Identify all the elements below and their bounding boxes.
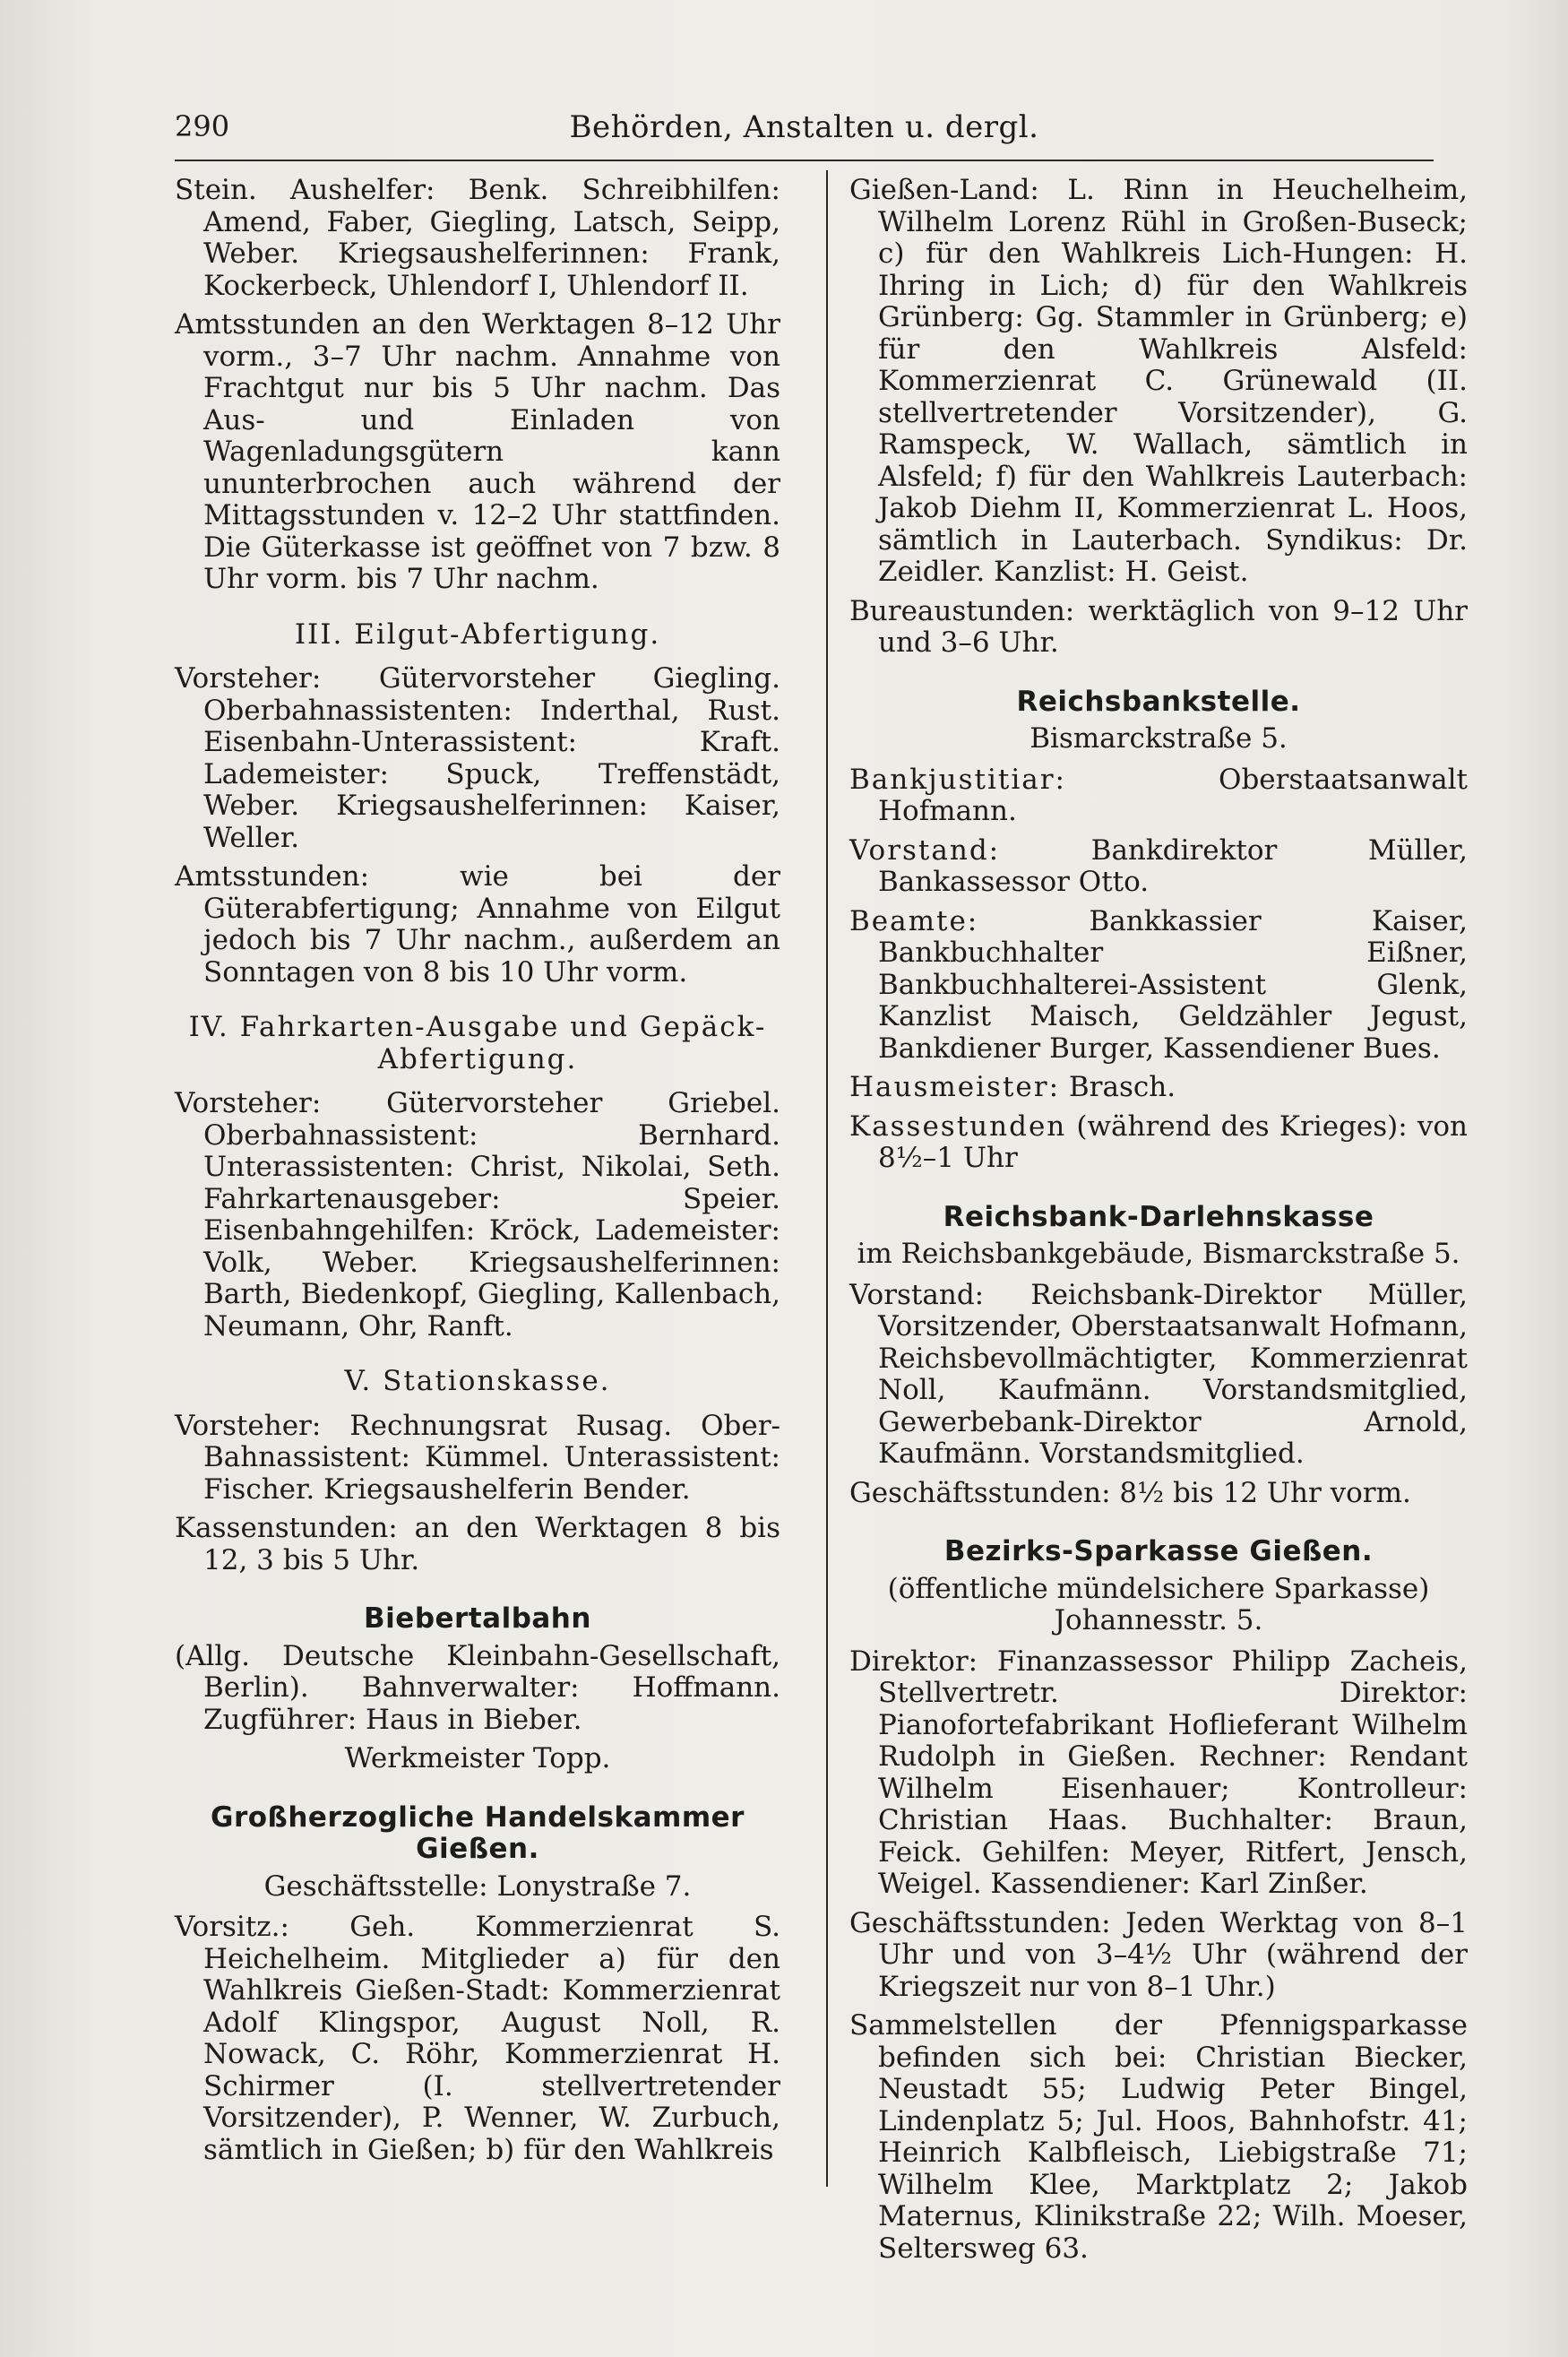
field-value: (während des Krieges): von 8½–1 Uhr <box>878 1109 1468 1174</box>
field-label: Hausmeister: <box>849 1071 1061 1103</box>
paragraph: Vorstand: Reichsbank-Direktor Müller, Vorsitzender, Oberstaatsanwalt Hofmann, Reichsbevollmächtigter, Kommerzienrat Noll, Kaufmänn. Vorstandsmitglied, Gewerbebank-Direktor Arnold, Kaufmänn. Vorstandsmitglied. <box>849 1278 1468 1470</box>
section-heading: V. Stationskasse. <box>344 1365 611 1397</box>
entry-title: Großherzogliche Handelskammer Gießen. <box>211 1800 745 1865</box>
paragraph: Werkmeister Topp. <box>344 1742 611 1774</box>
paragraph: Direktor: Finanzassessor Philipp Zacheis, Stellvertretr. Direktor: Pianofortefabrikant Hoflieferant Wilhelm Rudolph in Gießen. Rechner: Rendant Wilhelm Eisenhauer; Kontrolleur: Christian Haas. Buchhalter: Braun, Feick. Gehilfen: Meyer, Ritfert, Jensch, Weigel. Kassendiener: Karl Zinßer. <box>849 1645 1468 1900</box>
paragraph: Amtsstunden: wie bei der Güterabfertigung; Annahme von Eilgut jedoch bis 7 Uhr nachm., außerdem an Sonntagen von 8 bis 10 Uhr vorm. <box>175 860 780 989</box>
right-column <box>849 175 1468 2272</box>
field-value: Bankkassier Kaiser, Bankbuchhalter Eißner, Bankbuchhalterei-Assistent Glenk, Kanzlist Maisch, Geldzähler Jegust, Bankdiener Burger, Kassendiener Bues. <box>878 904 1469 1065</box>
paragraph: Geschäftsstunden: 8½ bis 12 Uhr vorm. <box>849 1476 1411 1509</box>
field-value: Oberstaatsanwalt Hofmann. <box>878 763 1468 827</box>
entry-title: Bezirks-Sparkasse Gießen. <box>943 1535 1374 1567</box>
paragraph: Vorsteher: Gütervorsteher Griebel. Oberbahnassistent: Bernhard. Unterassistenten: Christ, Nikolai, Seth. Fahrkartenausgeber: Speier. Eisenbahngehilfen: Kröck, Lademeister: Volk, Weber. Kriegsaushelferinnen: Barth, Biedenkopf, Giegling, Kallenbach, Neumann, Ohr, Ranft. <box>175 1087 780 1343</box>
entry-title: Reichsbankstelle. <box>1016 685 1301 718</box>
paragraph: Bureaustunden: werktäglich von 9–12 Uhr und 3–6 Uhr. <box>849 594 1468 659</box>
paragraph: (Allg. Deutsche Kleinbahn-Gesellschaft, Berlin). Bahnverwalter: Hoffmann. Zugführer: Haus in Bieber. <box>175 1639 780 1736</box>
paragraph: Sammelstellen der Pfennigsparkasse befinden sich bei: Christian Biecker, Neustadt 55; Ludwig Peter Bingel, Lindenplatz 5; Jul. Hoos, Bahnhofstr. 41; Heinrich Kalbfleisch, Liebigstraße 71; Wilhelm Klee, Marktplatz 2; Jakob Maternus, Klinikstraße 22; Wilh. Moeser, Seltersweg 63. <box>849 2009 1468 2265</box>
field-value: Bankdirektor Müller, Bankassessor Otto. <box>878 833 1468 898</box>
paragraph <box>849 906 1468 1066</box>
field-label: Beamte: <box>849 904 979 937</box>
paragraph <box>849 835 1468 899</box>
paragraph: Amtsstunden an den Werktagen 8–12 Uhr vorm., 3–7 Uhr nachm. Annahme von Frachtgut nur bis 5 Uhr nachm. Das Aus- und Einladen von Wagenladungsgütern kann ununterbrochen auch während der Mittagsstunden v. 12–2 Uhr stattfinden. Die Güterkasse ist geöffnet von 7 bzw. 8 Uhr vorm. bis 7 Uhr nachm. <box>175 308 780 595</box>
field-label: Bankjustitiar: <box>849 763 1066 796</box>
entry-title: Biebertalbahn <box>364 1602 591 1635</box>
column-divider <box>826 170 828 2187</box>
section-heading: IV. Fahrkarten-Ausgabe und Gepäck-Abfertigung. <box>188 1011 767 1075</box>
paragraph: Vorsteher: Gütervorsteher Giegling. Oberbahnassistenten: Inderthal, Rust. Eisenbahn-Unterassistent: Kraft. Lademeister: Spuck, Treffenstädt, Weber. Kriegsaushelferinnen: Kaiser, Weller. <box>175 662 780 854</box>
page-number: 290 <box>175 109 230 143</box>
paragraph: Gießen-Land: L. Rinn in Heuchelheim, Wilhelm Lorenz Rühl in Großen-Buseck; c) für den Wahlkreis Lich-Hungen: H. Ihring in Lich; d) für den Wahlkreis Grünberg: Gg. Stammler in Grünberg; e) für den Wahlkreis Alsfeld: Kommerzienrat C. Grünewald (II. stellvertretender Vorsitzender), G. Ramspeck, W. Wallach, sämtlich in Alsfeld; f) für den Wahlkreis Lauterbach: Jakob Diehm II, Kommerzienrat L. Hoos, sämtlich in Lauterbach. Syndikus: Dr. Zeidler. Kanzlist: H. Geist. <box>849 174 1468 588</box>
entry-subtitle: im Reichsbankgebäude, Bismarckstraße 5. <box>857 1238 1460 1270</box>
entry-subtitle: (öffentliche mündelsichere Sparkasse) <box>887 1572 1430 1605</box>
paragraph: Vorsteher: Rechnungsrat Rusag. Ober-Bahnassistent: Kümmel. Unterassistent: Fischer. Kriegsaushelferin Bender. <box>175 1409 780 1506</box>
paragraph: Geschäftsstunden: Jeden Werktag von 8–1 Uhr und von 3–4½ Uhr (während der Kriegszeit nur von 8–1 Uhr.) <box>849 1906 1468 2003</box>
page-header <box>175 106 1434 161</box>
section-heading: III. Eilgut-Abfertigung. <box>294 617 661 651</box>
paragraph <box>849 764 1468 828</box>
paragraph: Stein. Aushelfer: Benk. Schreibhilfen: Amend, Faber, Giegling, Latsch, Seipp, Weber. Kriegsaushelferinnen: Frank, Kockerbeck, Uhlendorf I, Uhlendorf II. <box>175 174 780 302</box>
paragraph: Kassenstunden: an den Werktagen 8 bis 12, 3 bis 5 Uhr. <box>175 1512 780 1576</box>
paragraph: Vorsitz.: Geh. Kommerzienrat S. Heichelheim. Mitglieder a) für den Wahlkreis Gießen-Stadt: Kommerzienrat Adolf Klingspor, August Noll, R. Nowack, C. Röhr, Kommerzienrat H. Schirmer (I. stellvertretender Vorsitzender), P. Wenner, W. Zurbuch, sämtlich in Gießen; b) für den Wahlkreis <box>175 1911 780 2166</box>
entry-subtitle: Johannesstr. 5. <box>1054 1604 1263 1636</box>
entry-subtitle: Bismarckstraße 5. <box>1030 722 1288 755</box>
running-title: Behörden, Anstalten u. dergl. <box>569 109 1039 145</box>
field-label: Vorstand: <box>849 833 1001 867</box>
left-column <box>175 175 780 2173</box>
field-value: Brasch. <box>1068 1071 1176 1103</box>
entry-title: Reichsbank-Darlehnskasse <box>943 1200 1374 1233</box>
entry-subtitle: Geschäftsstelle: Lonystraße 7. <box>263 1869 692 1903</box>
paragraph <box>849 1072 1468 1104</box>
field-label: Kassestunden <box>849 1109 1067 1143</box>
paragraph <box>849 1111 1468 1175</box>
